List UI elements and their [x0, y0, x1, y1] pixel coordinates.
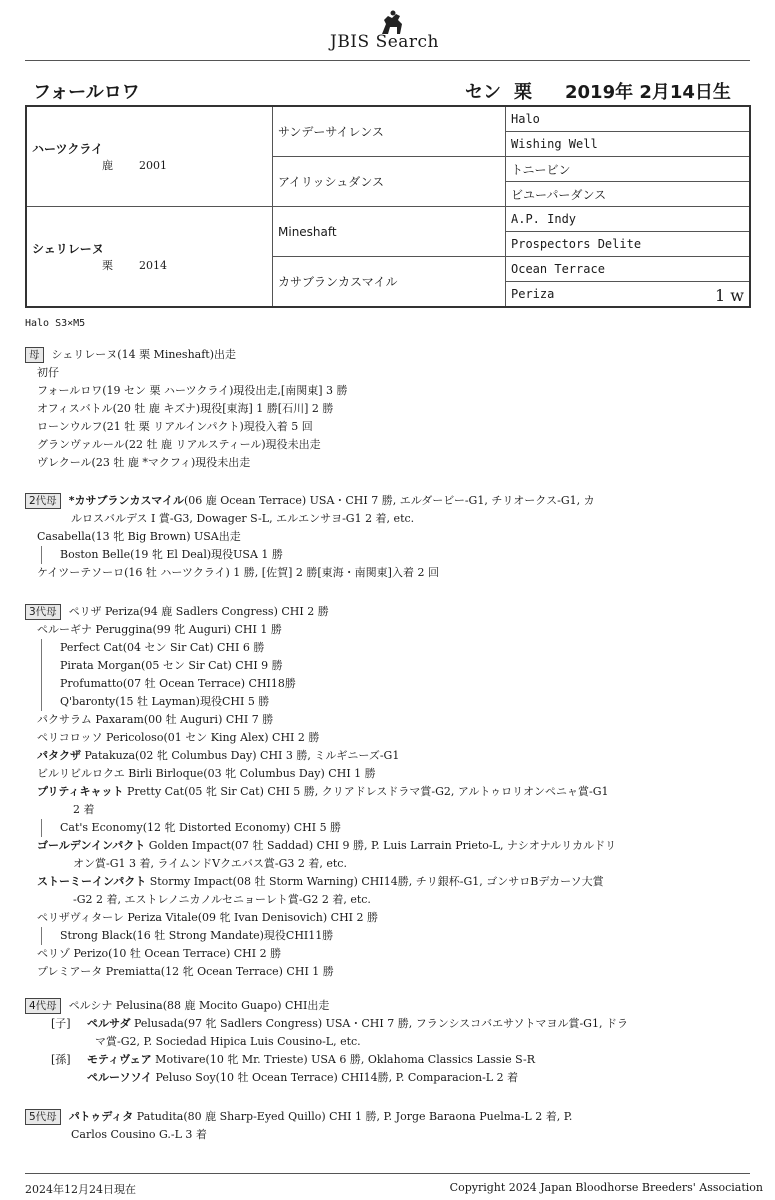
list-item [25, 1069, 755, 1087]
horse-dob: 2019年 2月14日生 [565, 82, 731, 103]
sire-color: 鹿 [102, 159, 113, 172]
relation-label: [子] [51, 1017, 71, 1030]
list-item-text: ペリコロッソ Pericoloso(01 セン King Alex) CHI 2 勝 [37, 731, 320, 744]
gen2-cell[interactable]: サンデーサイレンス [273, 106, 506, 157]
section-tag: 5代母 [25, 1109, 61, 1125]
horse-color: 栗 [514, 82, 532, 103]
offspring-list [25, 382, 755, 472]
list-item [25, 945, 755, 963]
gen2-cell[interactable]: アイリッシュダンス [273, 157, 506, 207]
list-item-text: Golden Impact(07 牡 Saddad) CHI 9 勝, P. Luis Larrain Prieto-L, ナシオナルリカルドリ [145, 839, 617, 852]
list-item-text: Boston Belle(19 牝 El Deal)現役USA 1 勝 [60, 548, 283, 561]
section-tag: 4代母 [25, 998, 61, 1014]
dam-section [25, 346, 755, 472]
list-item-text: ビルリビルロクエ Birli Birloque(03 牝 Columbus Day) CHI 1 勝 [37, 767, 376, 780]
dam-name[interactable]: シェリレーヌ [32, 242, 104, 256]
gen3-cell[interactable]: Prospectors Delite [506, 232, 751, 257]
list-item-text: プレミアータ Premiatta(12 牝 Ocean Terrace) CHI 1 勝 [37, 965, 334, 978]
list-item [41, 639, 755, 657]
list-item [25, 855, 755, 873]
list-item-text: オン賞-G1 3 着, ライムンドVクエバス賞-G3 2 着, etc. [73, 857, 347, 870]
gen3-cell[interactable]: Wishing Well [506, 132, 751, 157]
list-item [25, 711, 755, 729]
list-item-text: Pelusada(97 牝 Sadlers Congress) USA・CHI 7 勝, フランシスコバエサソトマヨル賞-G1, ドラ [130, 1017, 628, 1030]
gen3-name: Periza [511, 287, 555, 301]
horse-link[interactable]: パトゥディタ [68, 1110, 134, 1123]
list-item [25, 1051, 755, 1069]
list-item-text: Cat's Economy(12 牝 Distorted Economy) CHI 5 勝 [60, 821, 342, 834]
offspring-list [25, 1015, 755, 1087]
logo-text: JBIS Search [330, 32, 440, 52]
list-item-text: パクサラム Paxaram(00 牡 Auguri) CHI 7 勝 [37, 713, 274, 726]
section-tag: 3代母 [25, 604, 61, 620]
list-item [41, 927, 755, 945]
list-item [41, 819, 755, 837]
list-item-text: Pirata Morgan(05 セン Sir Cat) CHI 9 勝 [60, 659, 283, 672]
horse-link[interactable]: モティヴェア [87, 1053, 152, 1066]
top-divider [25, 60, 750, 61]
horse-title [33, 78, 753, 104]
section-head: シェリレーヌ(14 栗 Mineshaft)出走 [51, 348, 237, 361]
dam-color: 栗 [102, 259, 113, 272]
gen2-cell[interactable]: カサブランカスマイル [273, 257, 506, 308]
list-item [25, 564, 755, 582]
horse-name: フォールロワ [33, 82, 140, 103]
weight-label: 1 w [715, 286, 744, 305]
pedigree-table [25, 105, 751, 308]
section-head-cont: Carlos Cousino G.-L 3 着 [71, 1128, 207, 1141]
list-item [25, 891, 755, 909]
list-item-text: 2 着 [73, 803, 95, 816]
list-item-text: Motivare(10 牝 Mr. Trieste) USA 6 勝, Oklahoma Classics Lassie S-R [151, 1053, 536, 1066]
list-item [25, 801, 755, 819]
list-item-text: ペリゾ Perizo(10 牡 Ocean Terrace) CHI 2 勝 [37, 947, 282, 960]
list-item [25, 1015, 755, 1033]
section-head: Patudita(80 鹿 Sharp-Eyed Quillo) CHI 1 勝, P. Jorge Baraona Puelma-L 2 着, P. [133, 1110, 573, 1123]
horse-link[interactable]: ゴールデンインパクト [37, 839, 146, 852]
section-tag: 2代母 [25, 493, 61, 509]
list-item: グランヴァルール(22 牡 鹿 リアルスティール)現役未出走 [37, 438, 321, 451]
list-item-text: ペリザヴィターレ Periza Vitale(09 牝 Ivan Denisovich) CHI 2 勝 [37, 911, 379, 924]
list-item [25, 528, 755, 546]
list-item [41, 675, 755, 693]
horse-link[interactable]: ペルーソソイ [87, 1071, 153, 1084]
list-item [25, 621, 755, 639]
list-item [41, 657, 755, 675]
gen3-cell[interactable]: A.P. Indy [506, 207, 751, 232]
horse-link[interactable]: パタクザ [37, 749, 81, 762]
g3-section [25, 603, 755, 981]
list-item [25, 963, 755, 981]
as-of-date: 2024年12月24日現在 [25, 1183, 136, 1196]
list-item: オフィスバトル(20 牡 鹿 キズナ)現役[東海] 1 勝[石川] 2 勝 [37, 402, 334, 415]
list-item-text: Q'baronty(15 牡 Layman)現役CHI 5 勝 [60, 695, 270, 708]
sire-year: 2001 [139, 159, 167, 172]
list-item-text: Peluso Soy(10 牡 Ocean Terrace) CHI14勝, P. Comparacion-L 2 着 [152, 1071, 519, 1084]
bottom-divider [25, 1173, 750, 1174]
relation-label: [孫] [51, 1053, 71, 1066]
list-item [41, 693, 755, 711]
inbreeding-note: Halo S3×M5 [25, 318, 86, 329]
list-item-text: Profumatto(07 牡 Ocean Terrace) CHI18勝 [60, 677, 296, 690]
section-head: ペルシナ Pelusina(88 鹿 Mocito Guapo) CHI出走 [68, 999, 330, 1012]
gen2-cell[interactable]: Mineshaft [273, 207, 506, 257]
list-item-text: Pretty Cat(05 牝 Sir Cat) CHI 5 勝, クリアドレスドラマ賞-G2, アルトゥロリオンペニャ賞-G1 [123, 785, 609, 798]
gen3-cell[interactable]: ビユーパーダンス [506, 182, 751, 207]
section-sub: 初仔 [37, 366, 59, 379]
sire-name[interactable]: ハーツクライ [32, 142, 104, 156]
list-item [25, 1033, 755, 1051]
horse-link[interactable]: プリティキャット [37, 785, 124, 798]
horse-link[interactable]: *カサブランカスマイル [68, 494, 184, 507]
gen3-cell[interactable] [506, 282, 751, 308]
section-tag: 母 [25, 347, 44, 363]
section-head-cont: ルロスバルデス I 賞-G3, Dowager S-L, エルエンサヨ-G1 2 着, etc. [71, 512, 415, 525]
copyright: Copyright 2024 Japan Bloodhorse Breeders' Association [449, 1181, 763, 1194]
list-item-text: Casabella(13 牝 Big Brown) USA出走 [37, 530, 241, 543]
horse-link[interactable]: ストーミーインパクト [37, 875, 147, 888]
offspring-list [25, 528, 755, 582]
gen3-cell[interactable]: トニービン [506, 157, 751, 182]
list-item [25, 873, 755, 891]
section-head: (06 鹿 Ocean Terrace) USA・CHI 7 勝, エルダービー-G1, チリオークス-G1, カ [184, 494, 595, 507]
horse-sex: セン [465, 82, 501, 103]
list-item: ヴレクール(23 牡 鹿 *マクフィ)現役未出走 [37, 456, 251, 469]
gen3-cell[interactable]: Halo [506, 106, 751, 132]
list-item-text: Strong Black(16 牡 Strong Mandate)現役CHI11勝 [60, 929, 334, 942]
list-item-text: マ賞-G2, P. Sociedad Hipica Luis Cousino-L, etc. [95, 1035, 361, 1048]
offspring-list [25, 621, 755, 981]
g2-section [25, 492, 755, 582]
list-item [41, 546, 755, 564]
section-head: ペリザ Periza(94 鹿 Sadlers Congress) CHI 2 勝 [68, 605, 329, 618]
list-item [25, 783, 755, 801]
list-item [25, 765, 755, 783]
list-item [25, 747, 755, 765]
list-item: ローンウルフ(21 牡 栗 リアルインパクト)現役入着 5 回 [37, 420, 313, 433]
list-item-text: Perfect Cat(04 セン Sir Cat) CHI 6 勝 [60, 641, 265, 654]
list-item-text: Patakuza(02 牝 Columbus Day) CHI 3 勝, ミルギニーズ-G1 [81, 749, 400, 762]
jbis-logo [330, 8, 460, 56]
list-item: フォールロワ(19 セン 栗 ハーツクライ)現役出走,[南関東] 3 勝 [37, 384, 348, 397]
dam-year: 2014 [139, 259, 167, 272]
list-item-text: Stormy Impact(08 牡 Storm Warning) CHI14勝, チリ銀杯-G1, ゴンサロBデカーソ大賞 [146, 875, 604, 888]
horse-link[interactable]: ペルサダ [87, 1017, 131, 1030]
g4-section [25, 997, 755, 1087]
list-item-text: ケイツーテソーロ(16 牡 ハーツクライ) 1 勝, [佐賀] 2 勝[東海・南関東]入着 2 回 [37, 566, 439, 579]
sire-cell [26, 106, 273, 207]
dam-cell [26, 207, 273, 308]
gen3-cell[interactable]: Ocean Terrace [506, 257, 751, 282]
list-item-text: -G2 2 着, エストレノニカノルセニョーレト賞-G2 2 着, etc. [73, 893, 371, 906]
list-item [25, 837, 755, 855]
list-item [25, 909, 755, 927]
list-item [25, 729, 755, 747]
list-item-text: ペルーギナ Peruggina(99 牝 Auguri) CHI 1 勝 [37, 623, 282, 636]
g5-section [25, 1108, 755, 1144]
